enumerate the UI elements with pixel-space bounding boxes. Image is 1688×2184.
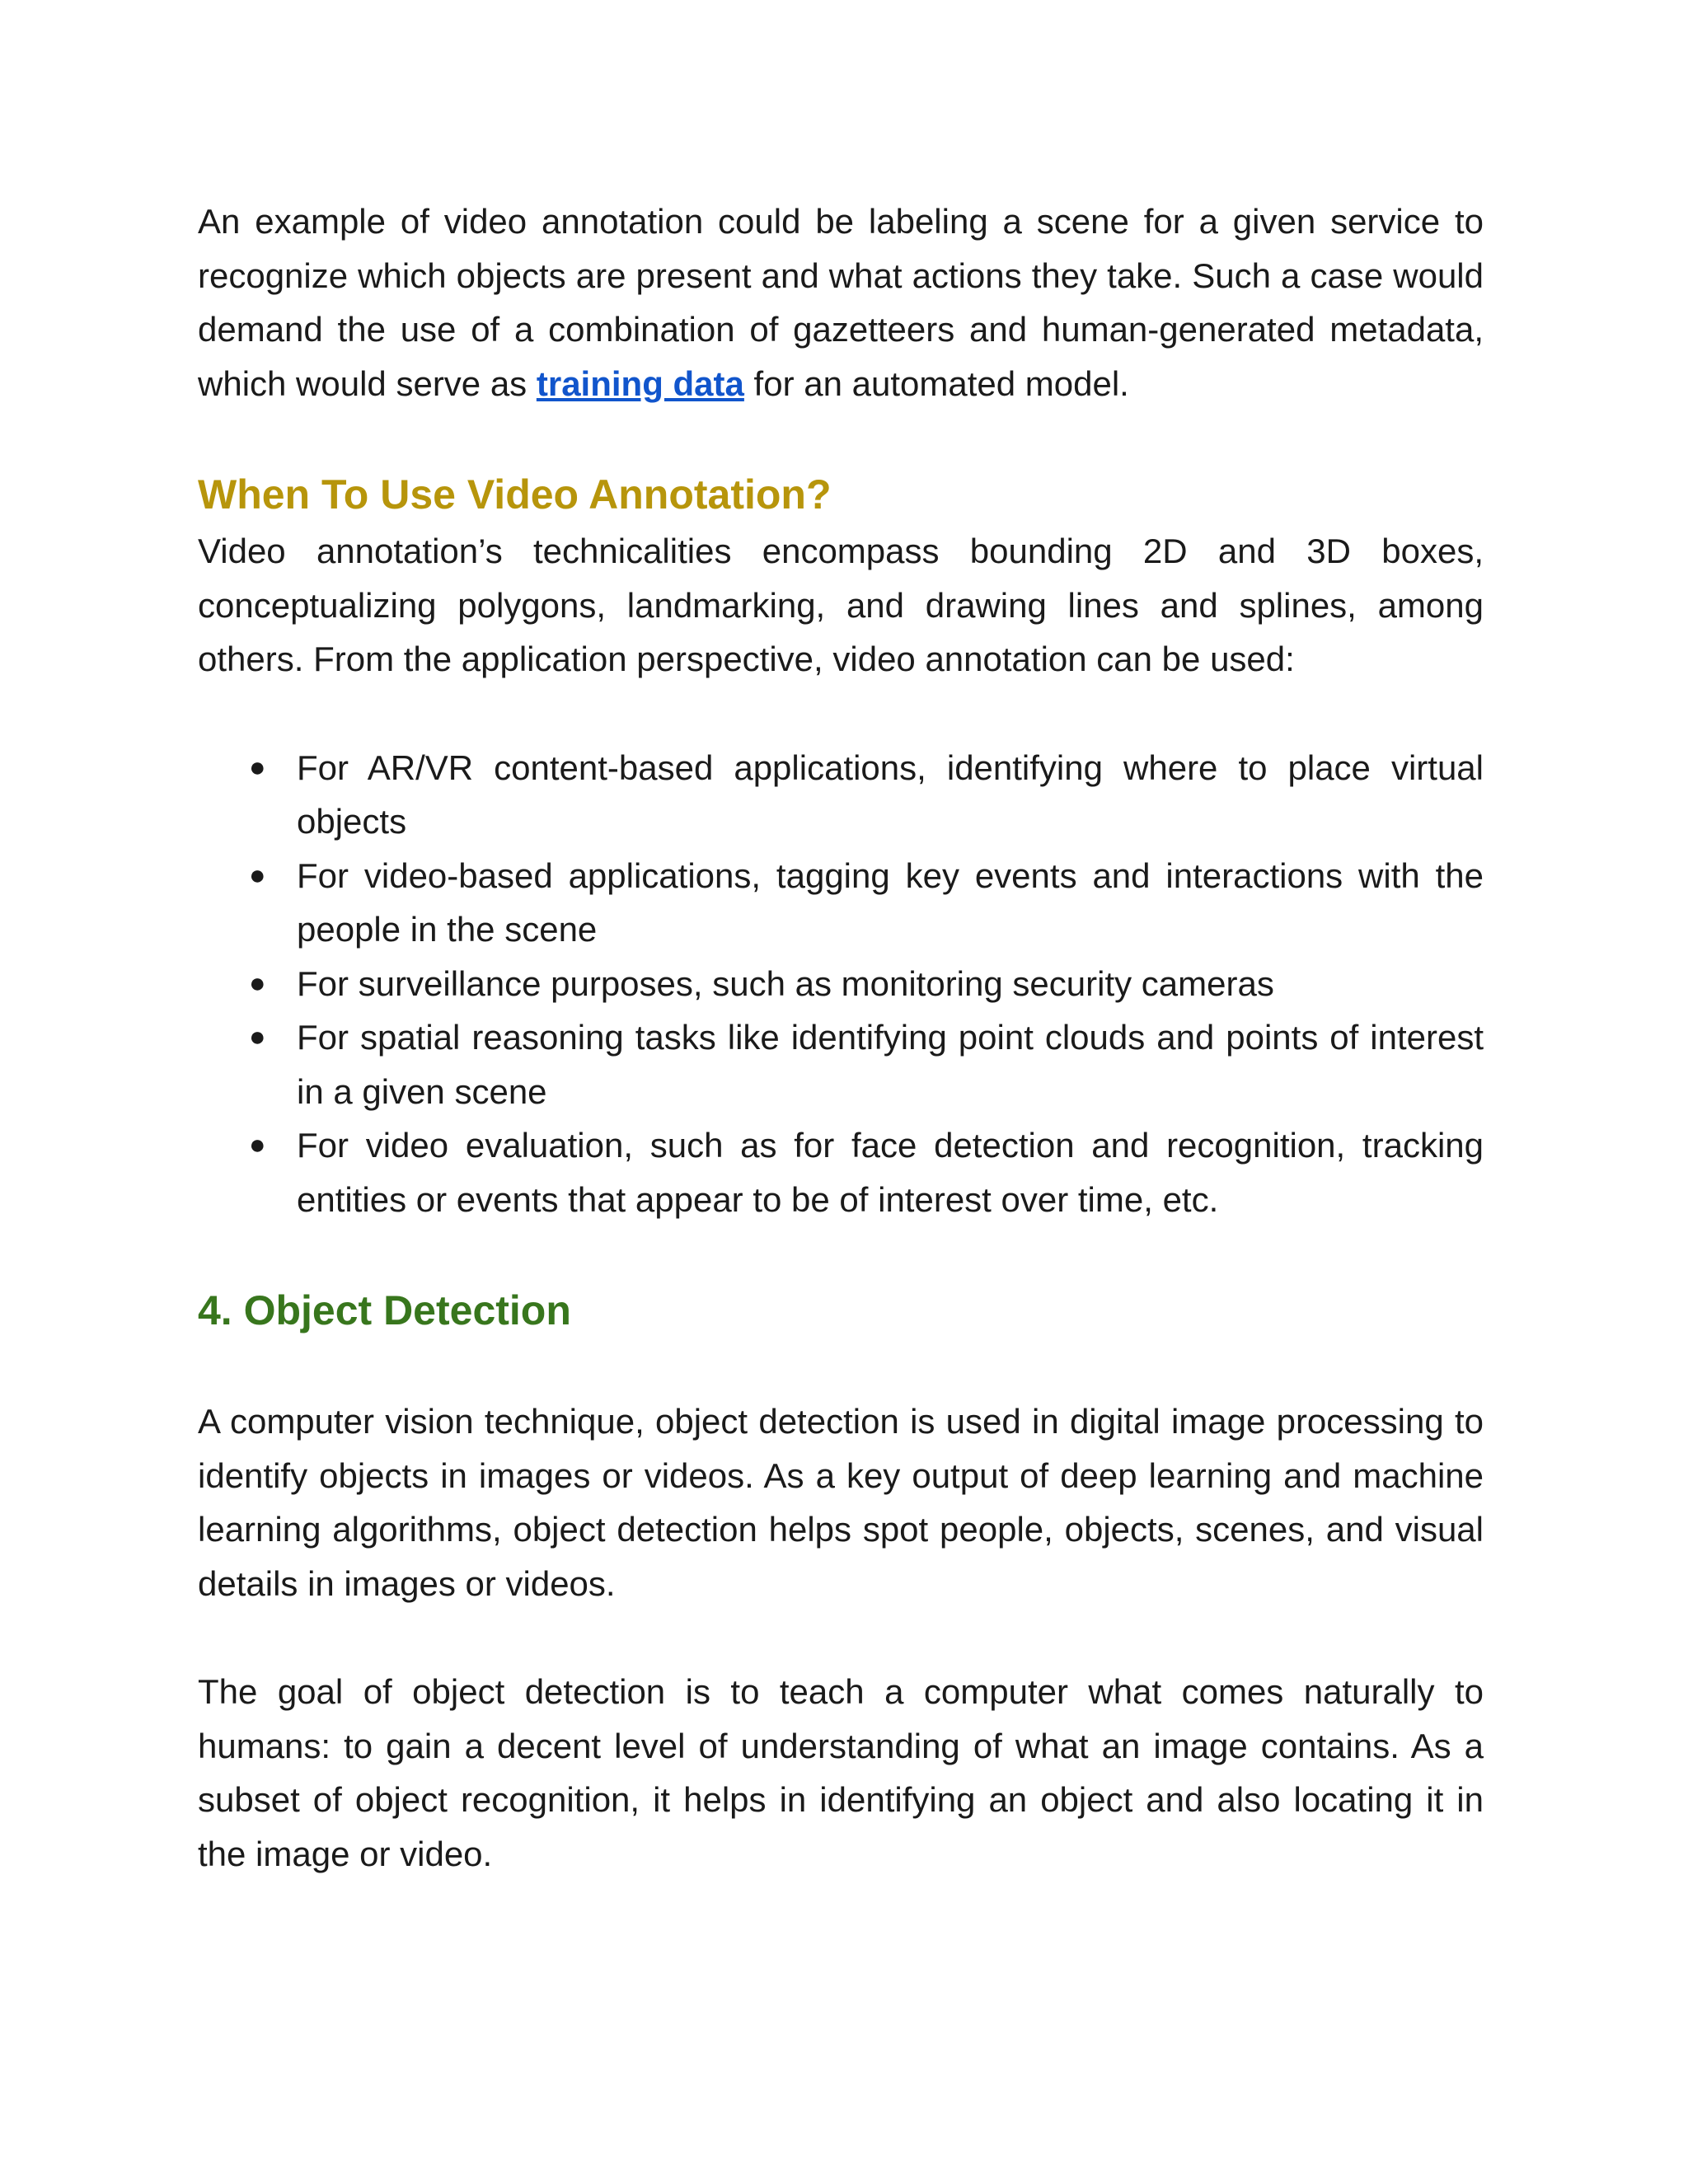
list-item: [198, 1118, 1484, 1226]
bullet-icon: ●: [249, 859, 266, 891]
list-item-text: For spatial reasoning tasks like identifying point clouds and points of interest in a given scene: [297, 1018, 1484, 1111]
list-item: [198, 957, 1484, 1011]
list-item: [198, 1010, 1484, 1118]
list-item-text: For video-based applications, tagging key events and interactions with the people in the scene: [297, 855, 1484, 949]
use-cases-list: [198, 741, 1484, 1227]
list-item-text: For AR/VR content-based applications, identifying where to place virtual objects: [297, 748, 1484, 841]
list-item-text: For video evaluation, such as for face detection and recognition, tracking entities or events that appear to be of interest over time, etc.: [297, 1126, 1484, 1219]
list-item-text: For surveillance purposes, such as monitoring security cameras: [297, 963, 1274, 1003]
list-item: [198, 849, 1484, 957]
document-page: [198, 194, 1484, 1881]
intro-text-after-link: for an automated model.: [743, 363, 1129, 403]
bullet-icon: ●: [249, 751, 266, 783]
when-to-use-heading: When To Use Video Annotation?: [198, 471, 832, 518]
intro-text-before-link: An example of video annotation could be labeling a scene for a given service to recognize which objects are present and what actions they take. Such a case would demand the use of a combination of gazetteers and human-generated metadata, which would serve as: [198, 202, 1484, 403]
object-detection-paragraph-2: The goal of object detection is to teach a computer what comes naturally to humans: to gain a decent level of understanding of what an image contains. As a subset of object recognition, it helps in identifying an object and also locating it in the image or video.: [198, 1672, 1484, 1873]
object-detection-paragraph-1: A computer vision technique, object detection is used in digital image processing to identify objects in images or videos. As a key output of deep learning and machine learning algorithms, object detection helps spot people, objects, scenes, and visual details in images or videos.: [198, 1402, 1484, 1603]
bullet-icon: ●: [249, 1021, 266, 1052]
object-detection-heading: 4. Object Detection: [198, 1287, 571, 1333]
list-item: [198, 741, 1484, 849]
training-data-link[interactable]: training data: [536, 363, 744, 403]
video-annotation-paragraph: Video annotation’s technicalities encompass bounding 2D and 3D boxes, conceptualizing polygons, landmarking, and drawing lines and splines, among others. From the application perspective, video annotation can be used:: [198, 532, 1484, 678]
intro-paragraph: [198, 194, 1484, 410]
bullet-icon: ●: [249, 1129, 266, 1160]
bullet-icon: ●: [249, 967, 266, 999]
